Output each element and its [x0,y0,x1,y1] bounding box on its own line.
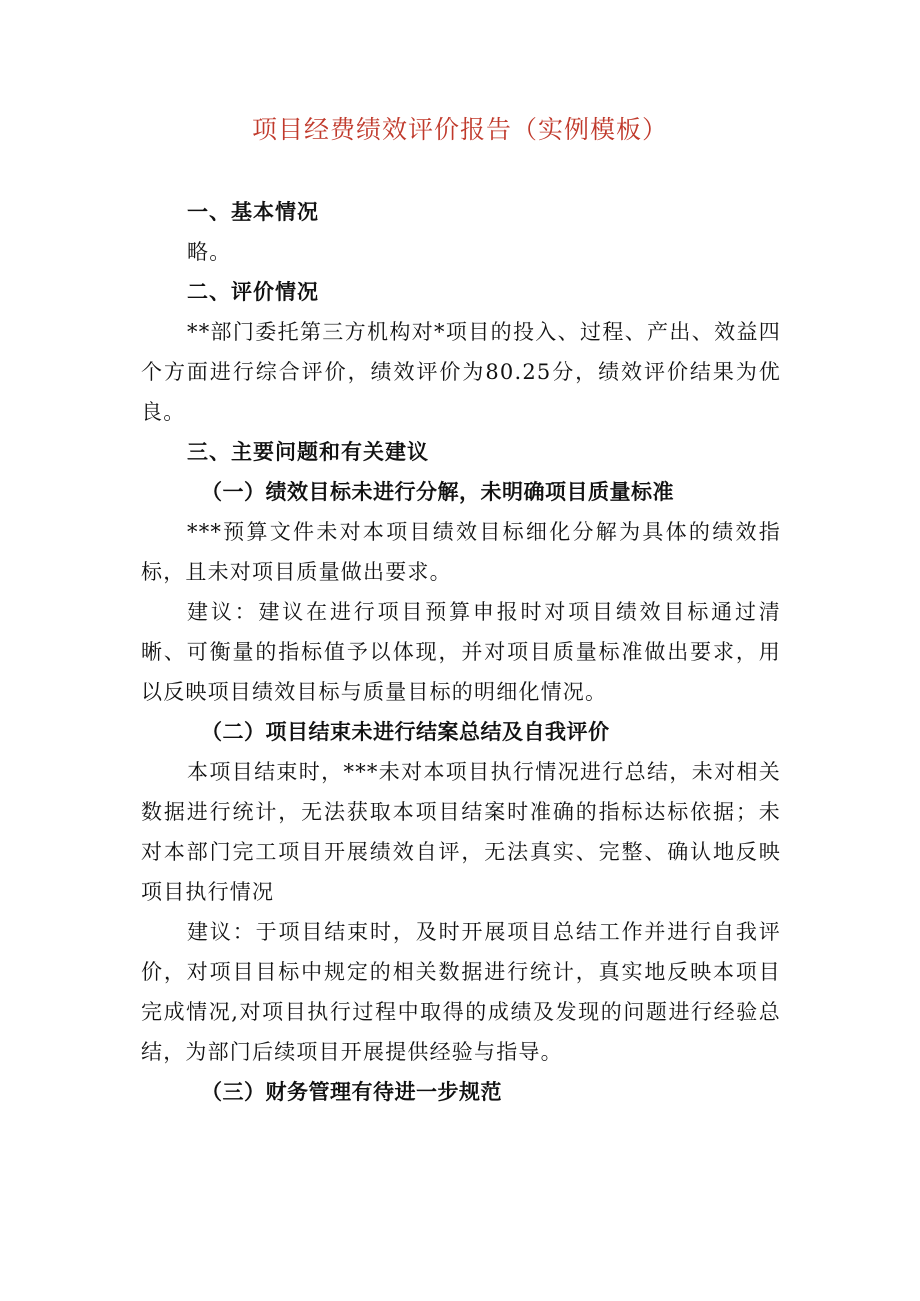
section-heading-basic: 一、基本情况 [187,200,319,224]
paragraph-suggestion-1: 建议：建议在进行项目预算申报时对项目绩效目标通过清晰、可衡量的指标值予以体现，并对项目质量标准做出要求，用以反映项目绩效目标与质量目标的明细化情况。 [141,600,781,704]
paragraph-suggestion-2: 建议：于项目结束时，及时开展项目总结工作并进行自我评价，对项目目标中规定的相关数据进行统计，真实地反映本项目完成情况,对项目执行过程中取得的成绩及发现的问题进行经验总结，为部门后续项目开展提供经验与指导。 [141,920,781,1064]
document-title: 项目经费绩效评价报告（实例模板） [251,115,668,144]
paragraph-evaluation: **部门委托第三方机构对*项目的投入、过程、产出、效益四个方面进行综合评价，绩效评价为80.25分，绩效评价结果为优良。 [141,320,781,424]
paragraph-issue-2: 本项目结束时，***未对本项目执行情况进行总结，未对相关数据进行统计，无法获取本项目结案时准确的指标达标依据；未对本部门完工项目开展绩效自评，无法真实、完整、确认地反映项目执行情况 [141,760,781,904]
section-heading-issues: 三、主要问题和有关建议 [187,440,429,464]
paragraph-issue-1: ***预算文件未对本项目绩效目标细化分解为具体的绩效指标，且未对项目质量做出要求。 [141,520,781,584]
subheading-issue-1: （一）绩效目标未进行分解，未明确项目质量标准 [201,480,674,504]
section-heading-evaluation: 二、评价情况 [187,280,319,304]
subheading-issue-2: （二）项目结束未进行结案总结及自我评价 [201,720,610,744]
document-body [141,192,781,1112]
paragraph-basic-omitted: 略。 [187,240,232,264]
subheading-issue-3: （三）财务管理有待进一步规范 [201,1080,502,1104]
